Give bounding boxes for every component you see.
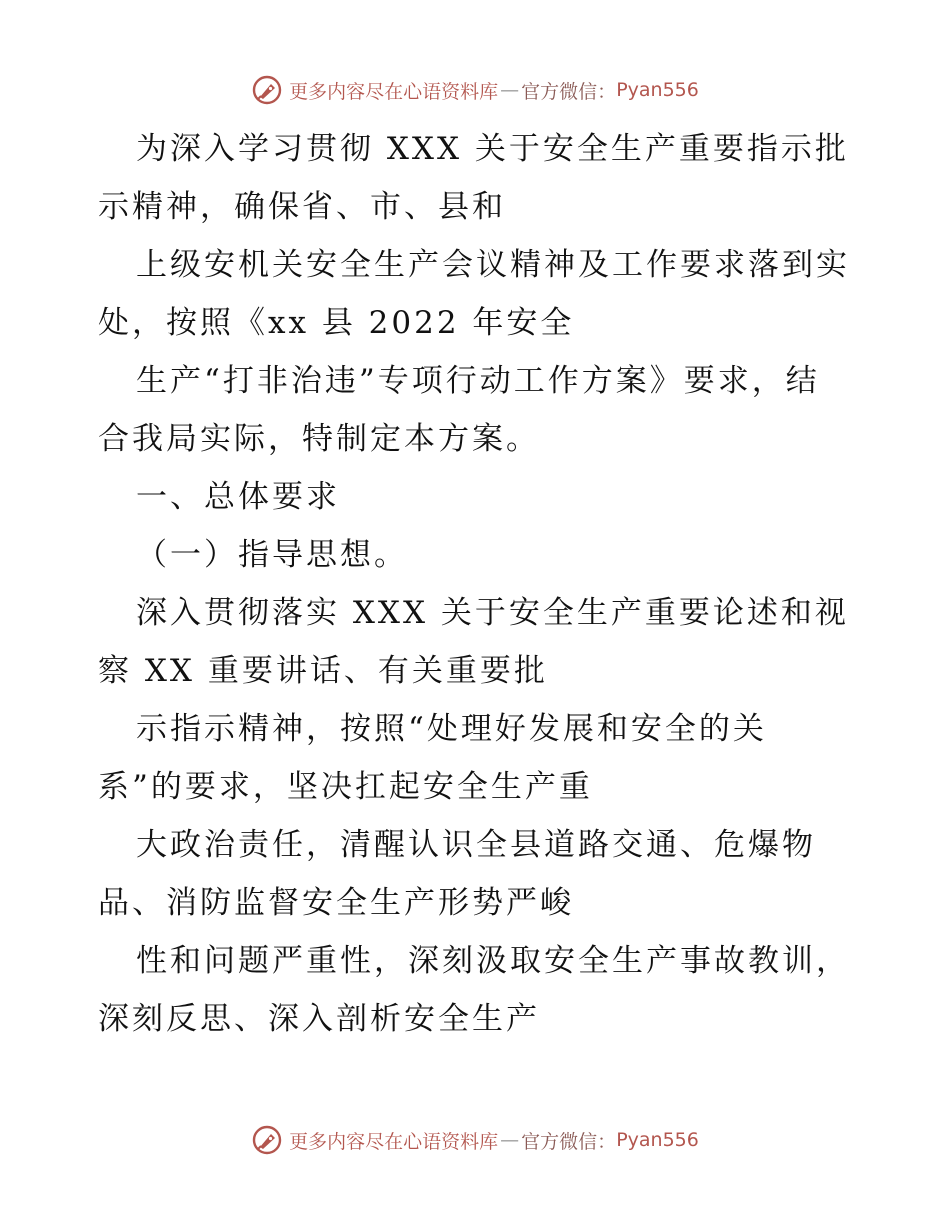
paragraph-line: 深入贯彻落实 XXX 关于安全生产重要论述和视 — [136, 595, 849, 631]
header-watermark — [0, 72, 950, 108]
paragraph-line: 一、总体要求 — [136, 479, 340, 515]
paragraph-line: 性和问题严重性，深刻汲取安全生产事故教训， — [136, 943, 850, 979]
watermark-dash: — — [500, 79, 520, 101]
paragraph-line: 生产“打非治违”专项行动工作方案》要求，结 — [136, 363, 820, 399]
footer-watermark — [0, 1122, 950, 1158]
watermark-id: Pyan556 — [616, 1129, 699, 1151]
paragraph-line: 察 XX 重要讲话、有关重要批 — [98, 653, 548, 689]
watermark-label: 官方微信： — [521, 80, 617, 103]
pen-nib-circle-icon — [251, 74, 283, 106]
paragraph-line: 为深入学习贯彻 XXX 关于安全生产重要指示批 — [136, 131, 849, 167]
watermark-id: Pyan556 — [616, 79, 699, 101]
document-body — [98, 120, 868, 1048]
paragraph-line: 品、消防监督安全生产形势严峻 — [98, 885, 574, 921]
paragraph-line: 系”的要求，坚决扛起安全生产重 — [98, 769, 593, 805]
paragraph-line: 深刻反思、深入剖析安全生产 — [98, 1001, 540, 1037]
paragraph-line: 示精神，确保省、市、县和 — [98, 189, 506, 225]
pen-nib-circle-icon — [251, 1124, 283, 1156]
watermark-prefix: 更多内容尽在心语资料库 — [289, 1130, 499, 1153]
paragraph-line: 合我局实际，特制定本方案。 — [98, 421, 540, 457]
paragraph-line: 示指示精神，按照“处理好发展和安全的关 — [136, 711, 767, 747]
paragraph-line: （一）指导思想。 — [136, 537, 408, 573]
paragraph-line: 上级安机关安全生产会议精神及工作要求落到实 — [136, 247, 850, 283]
paragraph-line: 处，按照《xx 县 2022 年安全 — [98, 305, 575, 341]
watermark-label: 官方微信： — [521, 1130, 617, 1153]
watermark-dash: — — [500, 1129, 520, 1151]
paragraph-line: 大政治责任，清醒认识全县道路交通、危爆物 — [136, 827, 816, 863]
watermark-prefix: 更多内容尽在心语资料库 — [289, 80, 499, 103]
